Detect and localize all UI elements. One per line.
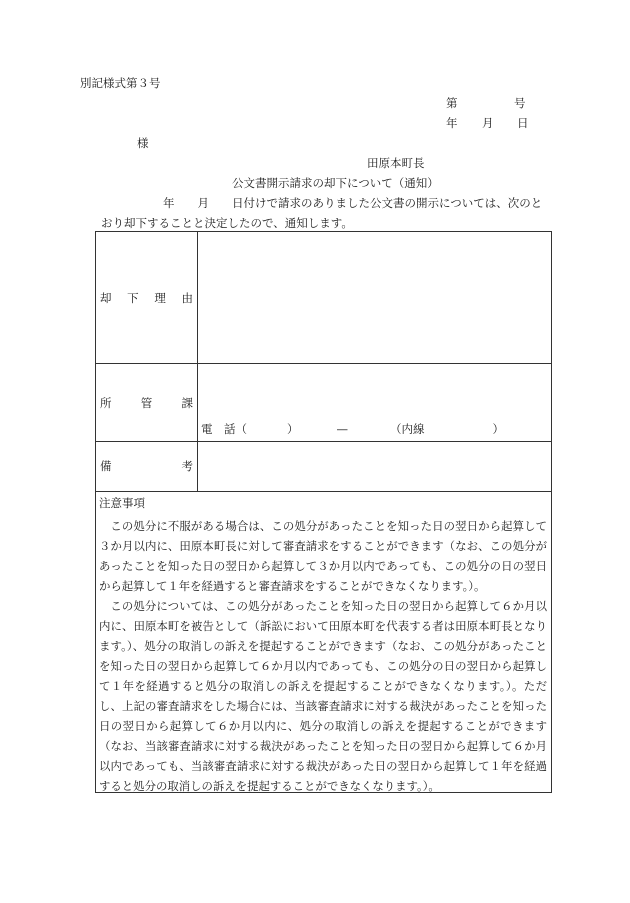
rejection-reason-field[interactable] xyxy=(198,232,551,362)
remarks-field[interactable] xyxy=(198,442,551,490)
intro-text-line-2: おり却下することと決定したので、通知します。 xyxy=(101,216,353,230)
addressee-suffix: 様 xyxy=(137,136,149,150)
notes-heading: 注意事項 xyxy=(99,496,145,510)
intro-text-line-1: 年 月 日付けで請求のありました公文書の開示については、次のと xyxy=(163,196,543,210)
rejection-reason-label: 却 下 理 由 xyxy=(100,291,193,305)
date-month-label: 月 xyxy=(482,116,494,130)
phone-close: ） xyxy=(287,422,299,436)
extension-label: （内線 xyxy=(390,422,425,436)
issuer-name: 田原本町長 xyxy=(367,156,425,170)
department-field[interactable] xyxy=(198,364,551,420)
date-day-label: 日 xyxy=(517,116,529,130)
phone-line xyxy=(201,422,504,436)
department-label: 所 管 課 xyxy=(100,396,193,410)
notes-body xyxy=(99,516,547,796)
phone-label: 電 話（ xyxy=(201,422,247,436)
row-divider xyxy=(96,491,551,492)
phone-dash: — xyxy=(336,422,348,436)
form-number-label: 別記様式第３号 xyxy=(80,76,161,90)
date-year-label: 年 xyxy=(446,116,458,130)
document-number-prefix: 第 xyxy=(446,96,458,110)
remarks-label: 備 考 xyxy=(100,459,193,473)
extension-close: ） xyxy=(492,422,504,436)
document-title: 公文書開示請求の却下について（通知） xyxy=(232,176,439,190)
notification-form-table xyxy=(95,231,552,793)
document-number-suffix: 号 xyxy=(514,96,526,110)
notes-paragraph-2: この処分については、この処分があったことを知った日の翌日から起算して６か月以内に、田原本町を被告として（訴訟において田原本町を代表する者は田原本町長となります。）、処分の取消しの訴えを提起することができます（なお、この処分があったことを知った日の翌日から起算して６か月以内であっても、この処分の日の翌日から起算して１年を経過すると処分の取消しの訴えを提起することができなくなります。）。ただし、上記の審査請求をした場合には、当該審査請求に対する裁決があったことを知った日の翌日から起算して６か月以内に、処分の取消しの訴えを提起することができます（なお、当該審査請求に対する裁決があったことを知った日の翌日から起算して６か月以内であっても、当該審査請求に対する裁決があった日の翌日から起算して１年を経過すると処分の取消しの訴えを提起することができなくなります。）。 xyxy=(99,599,547,793)
notes-paragraph-1: この処分に不服がある場合は、この処分があったことを知った日の翌日から起算して３か月以内に、田原本町長に対して審査請求をすることができます（なお、この処分があったことを知った日の翌日から起算して３か月以内であっても、この処分の日の翌日から起算して１年を経過すると審査請求をすることができなくなります。）。 xyxy=(99,519,547,593)
